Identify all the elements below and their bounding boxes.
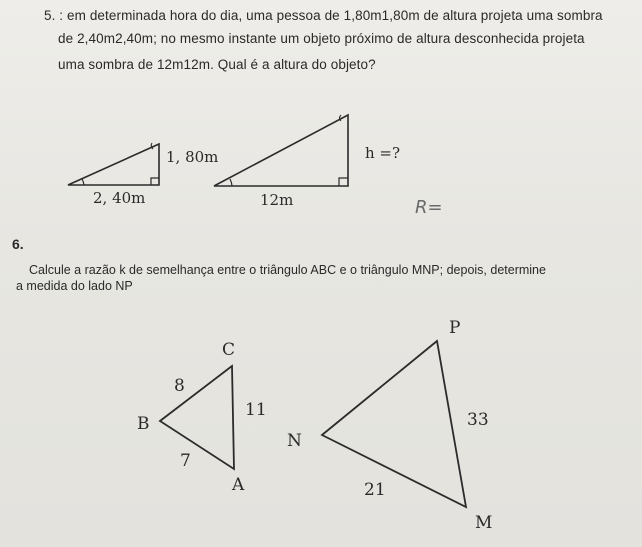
q5-small-base-label: 2, 40m: [93, 189, 146, 207]
abc-vertex-b: B: [137, 414, 150, 434]
q5-text-line3: uma sombra de 12m12m. Qual é a altura do objeto?: [58, 57, 376, 72]
q6-text-line2: a medida do lado NP: [16, 279, 133, 293]
q5-large-height-label: h =?: [365, 144, 401, 162]
q6-number: 6.: [12, 236, 24, 252]
q6-triangle-mnp: [322, 341, 466, 507]
mnp-vertex-n: N: [287, 431, 302, 451]
mnp-side-pm: 33: [467, 410, 489, 430]
q6-triangle-abc: [160, 366, 234, 469]
q5-small-height-label: 1, 80m: [166, 148, 219, 166]
abc-vertex-a: A: [232, 475, 245, 495]
q5-text-line2: de 2,40m2,40m; no mesmo instante um objeto próximo de altura desconhecida projeta: [58, 31, 585, 46]
q5-text-line1: 5. : em determinada hora do dia, uma pessoa de 1,80m1,80m de altura projeta uma sombra: [44, 8, 603, 23]
abc-vertex-c: C: [222, 340, 236, 360]
mnp-side-nm: 21: [364, 480, 386, 500]
q6-text-line1: Calcule a razão k de semelhança entre o triângulo ABC e o triângulo MNP; depois, determine: [29, 263, 546, 277]
q5-large-base-label: 12m: [260, 191, 294, 209]
abc-side-ca: 11: [245, 400, 267, 420]
mnp-vertex-m: M: [475, 513, 493, 533]
q5-small-triangle: [68, 143, 159, 185]
mnp-vertex-p: P: [449, 318, 461, 338]
abc-side-bc: 8: [174, 376, 185, 396]
abc-side-ba: 7: [180, 451, 191, 471]
q5-large-triangle: [214, 115, 348, 186]
q5-handwritten-answer: R=: [415, 197, 443, 218]
